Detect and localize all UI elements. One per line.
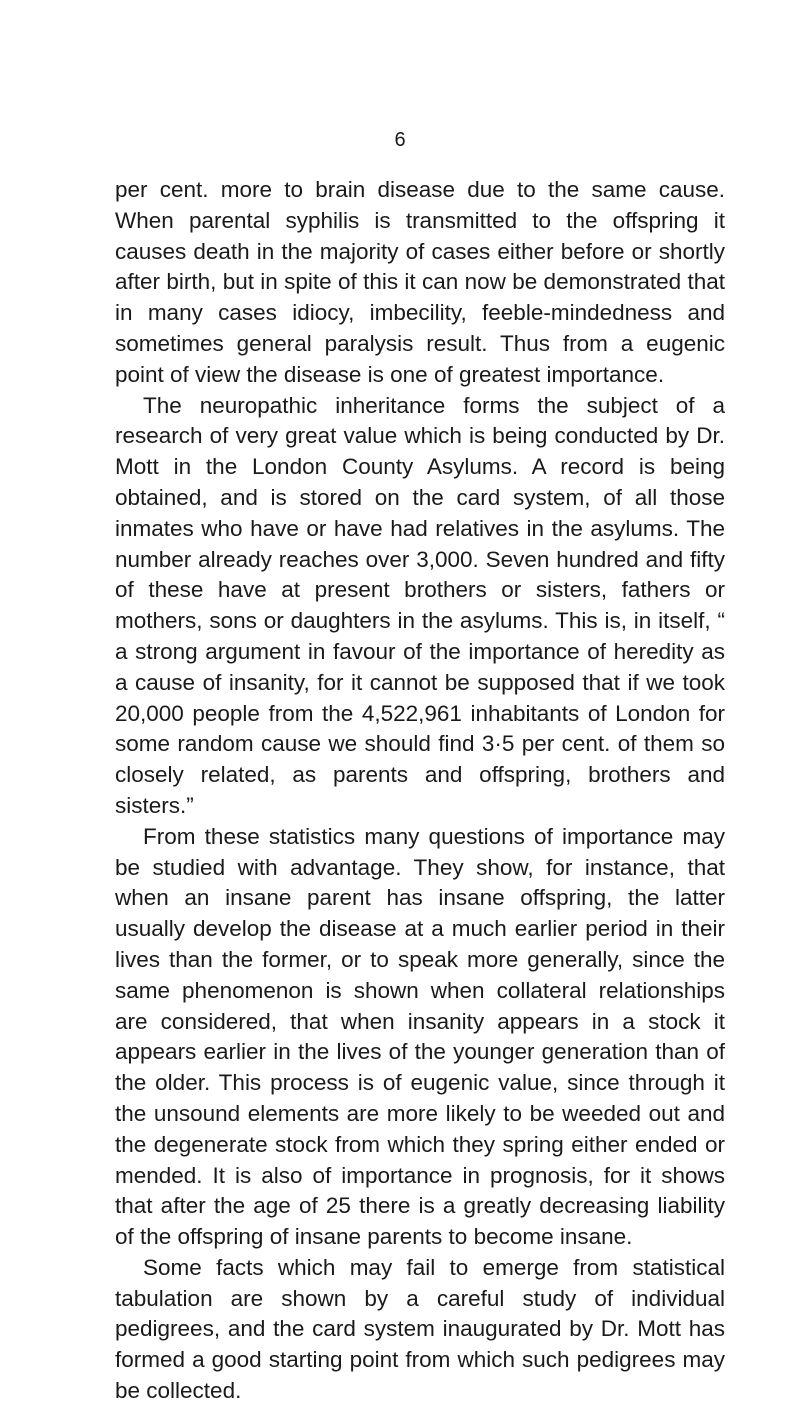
paragraph-1: per cent. more to brain disease due to the same cause. When parental syphilis is transmitted to the offspring it causes death in the majority of cases either before or shortly after birth, but in spite of this it can now be demonstrated that in many cases idiocy, imbecility, feeble-mindedness and sometimes general paralysis result. Thus from a eugenic point of view the disease is one of greatest importance. <box>115 177 725 387</box>
paragraph-4: Some facts which may fail to emerge from statistical tabulation are shown by a careful study of individual pedigrees, and the card system inaugurated by Dr. Mott has formed a good starting point from which such pedigrees may be collected. <box>115 1254 725 1404</box>
body-text <box>115 175 725 1407</box>
paragraph-2: The neuropathic inheritance forms the subject of a research of very great value which is being conducted by Dr. Mott in the London County Asylums. A record is being obtained, and is stored on the card system, of all those inmates who have or have had relatives in the asylums. The number already reaches over 3,000. Seven hundred and fifty of these have at present brothers or sisters, fathers or mothers, sons or daughters in the asylums. This is, in itself, “ a strong argument in favour of the importance of heredity as a cause of insanity, for it cannot be supposed that if we took 20,000 people from the 4,522,961 inhabitants of London for some random cause we should find 3·5 per cent. of them so closely related, as parents and offspring, brothers and sisters.” <box>115 392 725 818</box>
paragraph-3: From these statistics many questions of importance may be studied with advantage. They show, for instance, that when an insane parent has insane offspring, the latter usually develop the disease at a much earlier period in their lives than the former, or to speak more generally, since the same phenomenon is shown when collateral relationships are considered, that when insanity appears in a stock it appears earlier in the lives of the younger generation than of the older. This process is of eugenic value, since through it the unsound elements are more likely to be weeded out and the degenerate stock from which they spring either ended or mended. It is also of importance in prognosis, for it shows that after the age of 25 there is a greatly decreasing liability of the offspring of insane parents to become insane. <box>115 823 725 1250</box>
page-number: 6 <box>394 129 406 151</box>
